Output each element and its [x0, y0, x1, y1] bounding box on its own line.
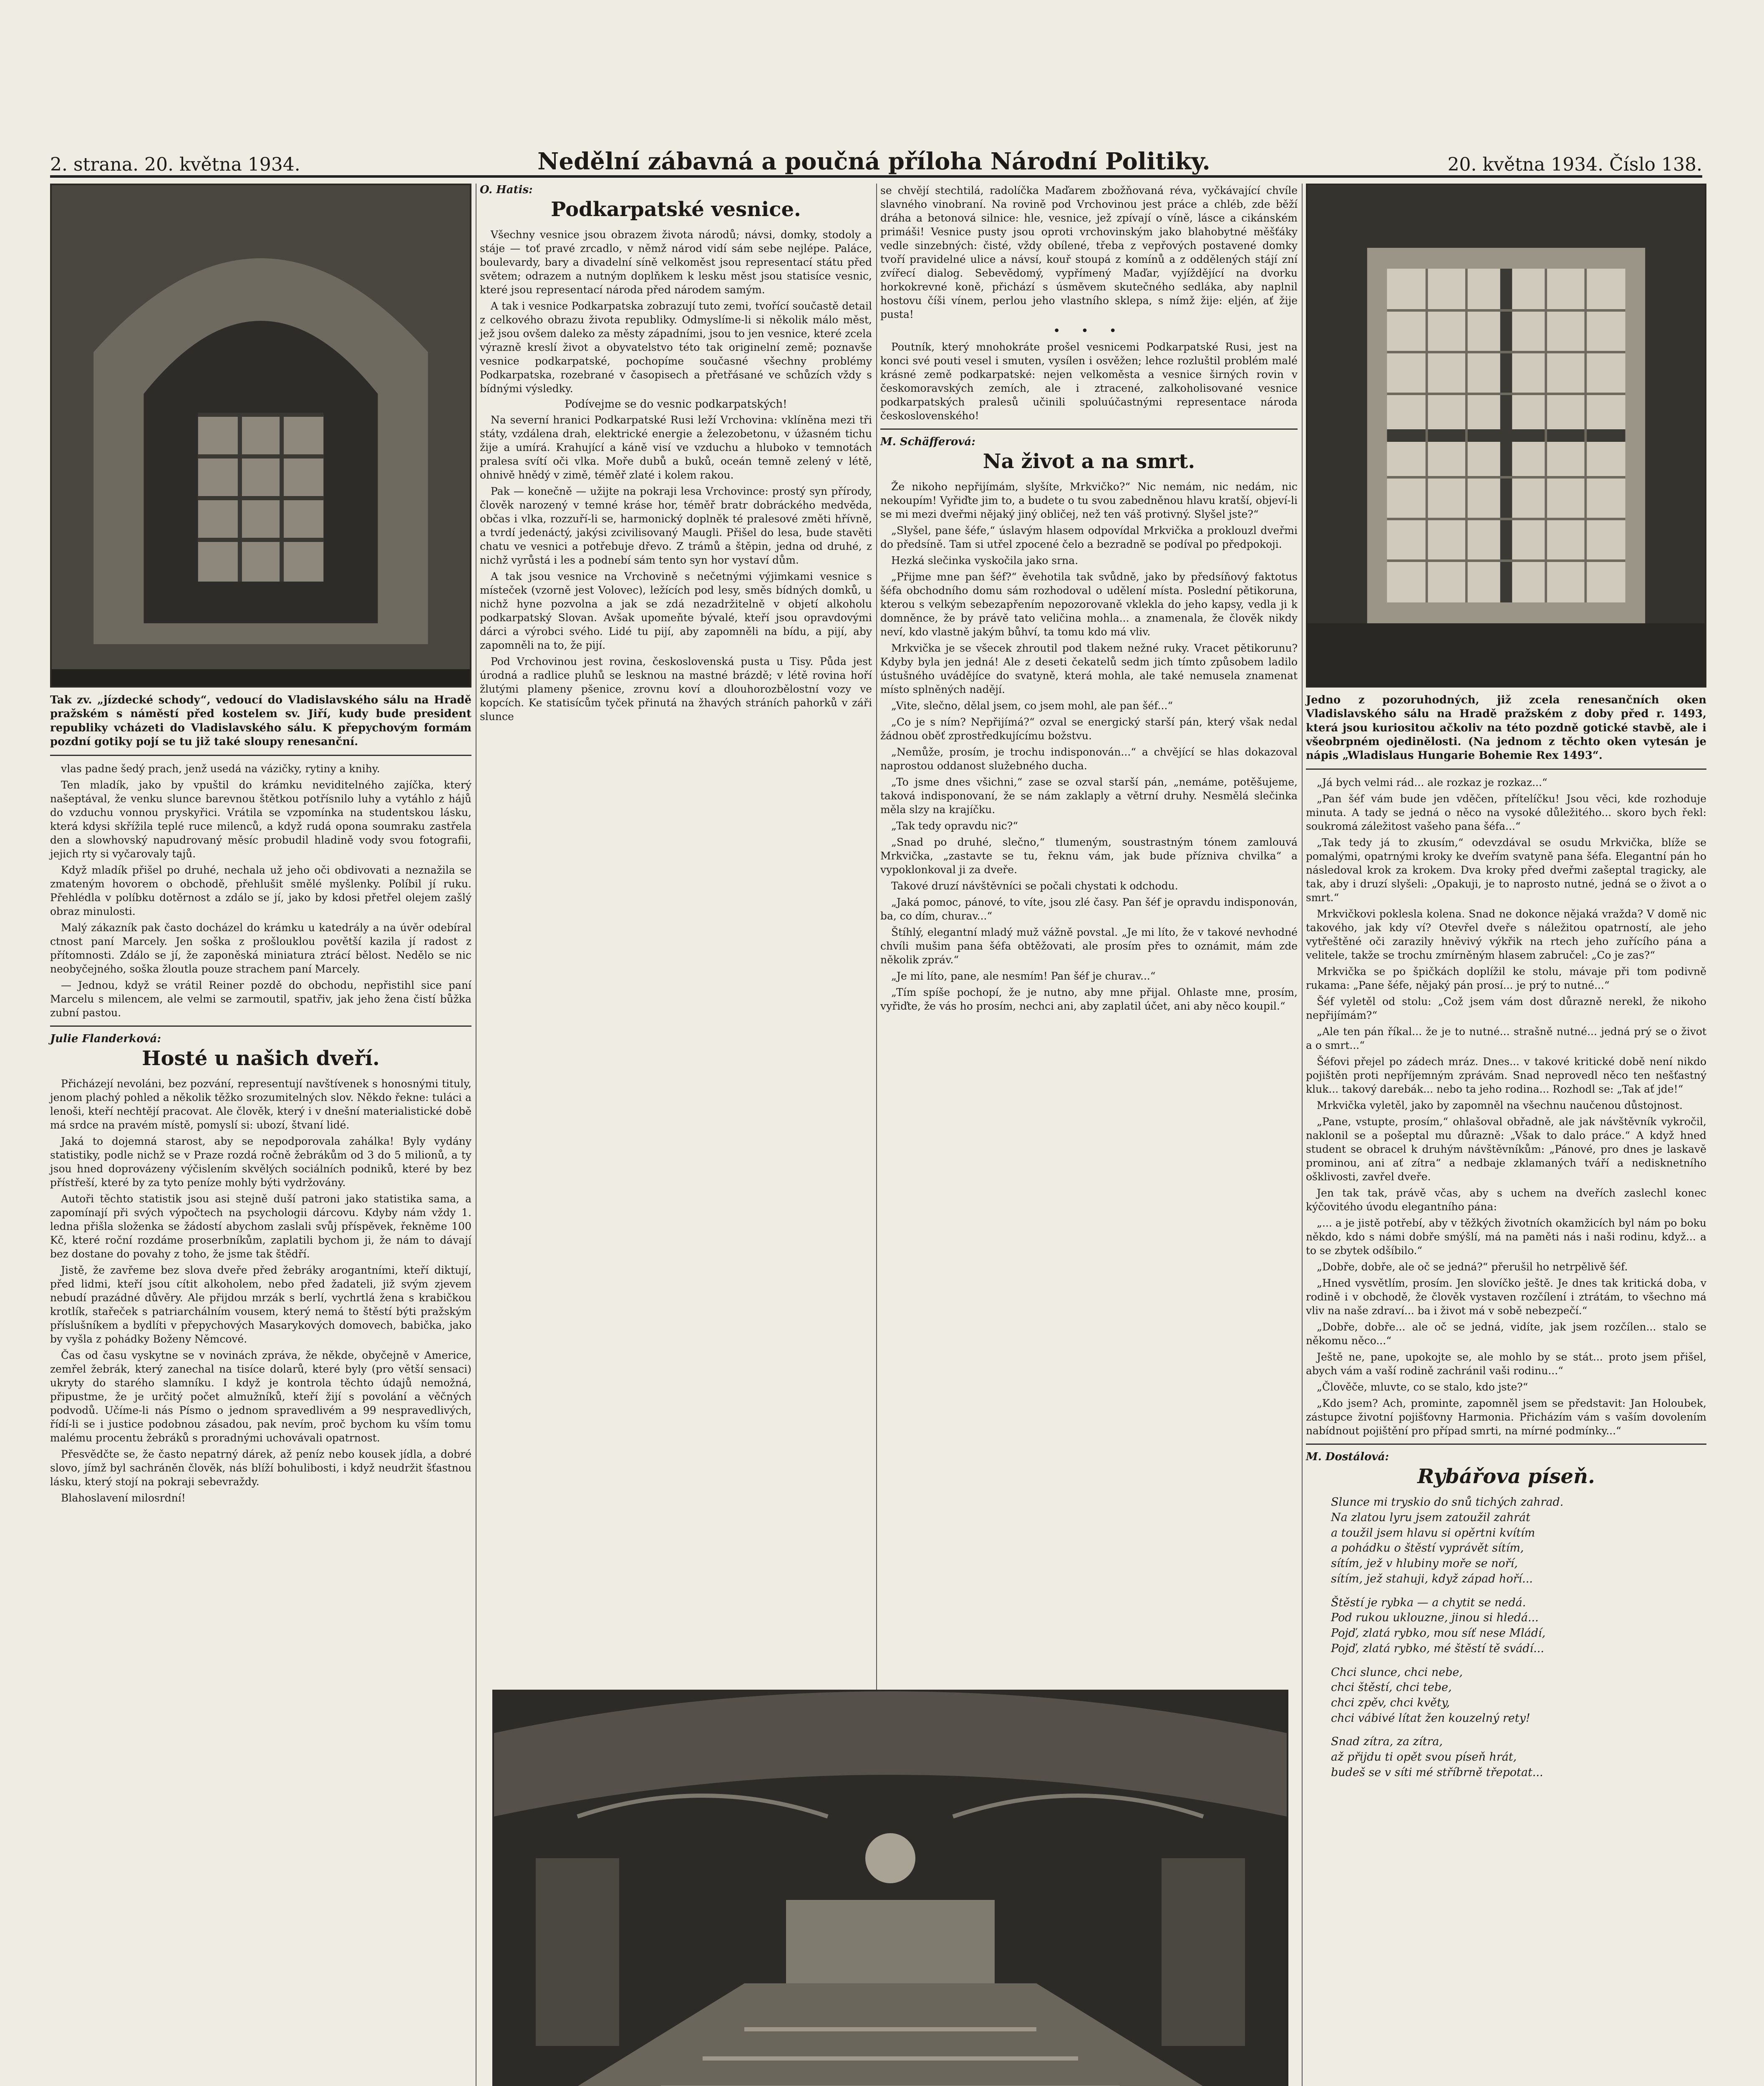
article-paragraph: Jistě, že zavřeme bez slova dveře před žebráky arogantními, kteří diktují, před lidmi, kteří jsou cítit alkoholem, nebo před žadateli, již svým zjevem nebudí prazádné důvěry. Ale přijdou mrzák s berlí, vychrtlá žena s krabičkou krotlík, stařeček s patriarchálním vousem, který nemá to štěstí býti pražským příslušníkem a bydlíti v přepychových Masarykových domovech, babička, jako by vyšla z pohádky Boženy Němcové. — [50, 1264, 471, 1345]
story-paragraph: „... a je jistě potřebí, aby v těžkých životních okamžicích byl nám po boku někdo, kdo s námi dobře smýšlí, má na paměti nás i naši rodinu, když... a to se zbytek odšíbilo.“ — [1306, 1217, 1706, 1257]
photo-caption: Jedno z pozoruhodných, již zcela renesančních oken Vladislavského sálu na Hradě pražském z doby před r. 1493, která jsou kuriositou ačkoliv na této pozdně gotické stavbě, ale i všeobrpném ojedinělosti. (Na jednom z těchto oken vytesán je nápis „Wladislaus Hungarie Bohemie Rex 1493“. — [1306, 694, 1706, 762]
article-paragraph: Přesvědčte se, že často nepatrný dárek, až peníz nebo kousek jídla, a dobré slovo, jímž byl sachráněn člověk, nás blíží bohulibosti, i když neudržit šťastnou lásku, který stojí na pokraji sebevraždy. — [50, 1448, 471, 1488]
article-paragraph: Přicházejí nevoláni, bez pozvání, representují navštívenek s honosnými tituly, jenom plachý pohled a několik těžko srozumitelných slov. Někdo řekne: tuláci a lenoši, kteří nechtějí pracovat. Ale člověk, který i v dnešní materialistické době má srdce na pravém místě, pomyslí si: ubozí, štvaní lidé. — [50, 1078, 471, 1131]
story-paragraph: — Jednou, když se vrátil Reiner pozdě do obchodu, nepřistihl sice paní Marcelu s milencem, ale velmi se zarmoutil, spatřiv, jak jeho žena čistí bůžka zubní pastou. — [50, 979, 471, 1019]
story-paragraph: Šéfovi přejel po zádech mráz. Dnes... v takové kritické době není nikdo pojištěn proti nepříjemným zprávám. Snad neprovedl něco ten nešťastný kluk... takový darebák... nebo ta jeho rodina... Rozhodl se: „Tak ať jde!“ — [1306, 1056, 1706, 1096]
divider — [1306, 768, 1706, 770]
story-paragraph: Mrkvičkovi poklesla kolena. Snad ne dokonce nějaká vražda? V domě nic takového, jak kdy ví? Otevřel dveře s náležitou opatrností, ale jeho vytřeštěné oči zarazily hněvivý výkřik na rtech jeho zuřícího pána a velitele, takže se trochu zmírněným hlasem zabručel: „Co je zas?“ — [1306, 908, 1706, 962]
story-paragraph: „Přijme mne pan šéf?“ ěvehotila tak svůdně, jako by předsíňový faktotus šéfa obchodního domu sám rozhodoval o udělení místa. Poslední pětikoruna, kterou s velkým sebezapřením nepozorovaně vklekla do jeho kapsy, vedla ji k domněnce, že by právě tato veličina mohla... a znamenala, že člověk nikdy neví, kdo vlastně jakým bůhví, ta tomu kdo má vliv. — [880, 571, 1298, 638]
photo-renaissance-window — [1306, 184, 1706, 688]
article-intro: Všechny vesnice jsou obrazem života národů; návsi, domky, stodoly a stáje — toť pravé zrcadlo, v němž národ vidí sám sebe nejlépe. Paláce, boulevardy, bary a divadelní síně velkoměst jsou representací státu před světem; odrazem a nutným doplňkem k lesku měst jsou statisíce vesnic, které jsou representací národa před národem samým. — [480, 229, 872, 296]
story-paragraph: Mrkvička vyletěl, jako by zapomněl na všechnu naučenou důstojnost. — [1317, 1099, 1683, 1112]
story-paragraph: „Pane, vstupte, prosím,“ ohlašoval obřadně, ale jak návštěvník vykročil, naklonil se a pošeptal mu důrazně: „Však to dalo práce.“ A když hned student se obracel k druhým návštěvníkům: „Pánové, pro dnes je laskavě prominou, ani ať zítra“ a nedbaje zklamaných tváří a nedisknetního ošklivosti, zavřel dveře. — [1306, 1116, 1706, 1183]
article-paragraph: Čas od času vyskytne se v novinách zpráva, že někde, obyčejně v Americe, zemřel žebrák, který zanechal na tisíce dolarů, které byly (pro větší sensaci) ukryty do starého slamníku. I když je kontrola těchto údajů nemožná, připustme, že je určitý počet almužníků, kteří žijí s povolání a věčných podvodů. Učíme-li nás Písmo o jednom spravedlivém a 99 nespravedlivých, řídí-li se i justice podobnou zásadou, pak nevím, proč bychom ku vším tomu malému procentu žebráků s proradnými uchovávali opatrnost. — [50, 1349, 471, 1444]
story-paragraph: Mrkvička je se všecek zhroutil pod tlakem nežné ruky. Vracet pětikorunu? Kdyby byla jen jedná! Ale z deseti čekatelů sedm jich tímto způsobem ladilo ústušného uvádějíce do svatyně, která mohla, ale také nemusela znamenat místo splněných nadějí. — [880, 642, 1298, 695]
story-paragraph: Šéf vyletěl od stolu: „Což jsem vám dost důrazně nerekl, že nikoho nepřijímám?“ — [1306, 995, 1706, 1022]
photo-riding-staircase — [50, 184, 471, 688]
poem-line: Pojď, zlatá rybko, mou síť nese Mládí, — [1331, 1627, 1546, 1640]
poem-line: Na zlatou lyru jsem zatoužil zahrát — [1331, 1511, 1530, 1524]
poem-line: sítím, jež v hlubiny moře se noří, — [1331, 1557, 1518, 1570]
article-byline: O. Hatis: — [480, 184, 533, 196]
article-title: Hosté u našich dveří. — [142, 1047, 380, 1071]
article-paragraph: Pod Vrchovinou jest rovina, československá pusta u Tisy. Půda jest úrodná a radlice pluhů se lesknou na mastné brázdě; v létě rovina hoří žlutými plameny pšenice, zrovnu koví a dlouhorozbělostní vozy ve kopcích. Ke statisícům tyček přinutá na žhavých stráních pahorků v záři slunce — [480, 655, 872, 723]
photo-caption: Tak zv. „jízdecké schody“, vedoucí do Vladislavského sálu na Hradě pražském s náměstí před kostelem sv. Jiří, kudy bude president republiky vcházeti do Vladislavského sálu. K přepychovým formám pozdní gotiky pojí se tu již také sloupy renesanční. — [50, 694, 471, 748]
article-continuation: se chvějí stechtilá, radolíčka Maďarem zbožňovaná réva, vyčkávající chvíle slavného vinobraní. Na rovině pod Vrchovinou jest práce a chléb, zde běží dráha a betonová silnice: hle, vesnice, jež zpívají o víně, lásce a cikánském primáši! Vesnice pusty jsou oproti vrchovinským jako blahobytné měšťáky vedle sinzebných: čisté, vždy obílené, třeba z vepřových postavené domky tvoří pravidelné ulice a návsí, kouř stoupá z komínů a z oddělených stájí zní zvířecí dialog. Sebevědomý, vypřímený Maďar, vyjíždějící na dvorku horkokrevné koně, přichází s úsměvem skutečného sedláka, aby naplnil hostovu číši vínem, perlou jeho vlastního sklepa, s nímž žije: eljén, ať žije pusta! — [880, 184, 1298, 320]
poem-line: Chci slunce, chci nebe, — [1331, 1665, 1463, 1679]
story-paragraph: Štíhlý, elegantní mladý muž vážně povstal. „Je mi líto, že v takové nevhodné chvíli mušim pana šéfa obtěžovati, ale prosím přes to oznámit, mám zde několik zpráv.“ — [880, 926, 1298, 966]
poem-line: Štěstí je rybka — a chytit se nedá. — [1331, 1596, 1526, 1609]
story-paragraph: Ten mladík, jako by vpuštil do krámku neviditelného zajíčka, který našeptával, že venku slunce barevnou štětkou potřísnilo luhy a vytáhlo z hájů do vzduchu vonnou pryskyřici. Vrátila se vzpomínka na studentskou lásku, která kdysi skřížila teplé ruce milenců, a když rudá opona soumraku zastřela den a slowhovský napudrovaný měsíc probudil hladině vody svou fotografii, jejich rty si vyčarovaly tajů. — [50, 779, 471, 860]
section-subhead: Podívejme se do vesnic podkarpatských! — [564, 398, 787, 411]
poem-line: Pojď, zlatá rybko, mé štěstí tě svádí... — [1331, 1642, 1544, 1655]
column-3 — [880, 184, 1298, 1015]
column-1 — [50, 184, 471, 1507]
story-paragraph: Ještě ne, pane, upokojte se, ale mohlo by se stát... proto jsem přišel, abych vám a vaší rodině zachránil vaši rodinu...“ — [1306, 1351, 1706, 1377]
story-paragraph: „Pan šéf vám bude jen vděčen, přítelíčku! Jsou věci, kde rozhoduje minuta. A tady se jedná o něco na vysoké důležitého... skoro bych řekl: soukromá záležitost vašeho pana šéfa...“ — [1306, 793, 1706, 833]
poem-line: Slunce mi tryskio do snů tichých zahrad. — [1331, 1496, 1564, 1509]
story-paragraph: Mrkvička se po špičkách doplížil ke stolu, mávaje při tom podivně rukama: „Pane šéfe, nějaký pán prosí... je prý to nutné...“ — [1306, 965, 1706, 992]
story-paragraph: „Tak tedy já to zkusím,“ odevzdával se osudu Mrkvička, blíže se pomalými, opatrnými kroky ke dveřím svatyně pana šéfa. Elegantní pán ho následoval krok za krokem. Dva kroky před dveřmi zašeptal tragicky, ale tak, aby i druzí slyšeli: „Opakuji, je to naprosto nutné, jedná se o život a o smrt.“ — [1306, 836, 1706, 904]
article-paragraph: A tak jsou vesnice na Vrchovině s nečetnými výjimkami vesnice s místeček (vzorně jest Volovec), ležících pod lesy, směs bídných domků, u nichž hyne pozvolna a jak se zdá nezadržitelně v objetí alkoholu podkarpatský Slovan. Avšak upomeňte bývalé, kteří jsou opravdovými dárci a výrobci svého. Lidé tu pijí, aby zapomněli na bídu, a pijí, aby zapomněli na to, že pijí. — [480, 570, 872, 651]
divider — [880, 428, 1298, 430]
banquet-engraving-image — [494, 1691, 1287, 2086]
divider — [50, 755, 471, 756]
article-title: Na život a na smrt. — [983, 450, 1195, 473]
article-closing: Poutník, který mnohokráte prošel vesnicemi Podkarpatské Rusi, jest na konci své pouti vesel i smuten, vysílen i osvěžen; lehce rozluštil problém malé krásné země podkarpatské: nejen velkoměsta a vesnice širných rovin v českomoravských zemích, ale i ztracené, zalkoholisované vesnice podkarpatských pralesů učinili spoluúčastnými representace národa československého! — [880, 341, 1298, 422]
poem-line: Pod rukou uklouzne, jinou si hledá... — [1331, 1611, 1539, 1625]
column-4 — [1306, 184, 1706, 1789]
story-paragraph: „Kdo jsem? Ach, prominte, zapomněl jsem se představit: Jan Holoubek, zástupce životní pojišťovny Harmonia. Přicházím vám s vaším dovolením nabídnout pojištění pro případ smrti, na mírné podmínky...“ — [1306, 1397, 1706, 1437]
staircase-image — [52, 185, 470, 686]
column-divider — [1302, 184, 1303, 2086]
story-paragraph: „Dobře, dobře... ale oč se jedná, vidíte, jak jsem rozčílen... stalo se někomu něco...“ — [1306, 1321, 1706, 1347]
story-paragraph: „Tím spíše pochopí, že je nutno, aby mne přijal. Ohlaste mne, prosím, vyřiďte, že vás ho prosím, nechci ani, aby zaplatil účet, ani aby něco koupil.“ — [880, 986, 1298, 1012]
article-title: Podkarpatské vesnice. — [551, 198, 801, 221]
poem-line: chci vábivé lítat žen kouzelný rety! — [1331, 1711, 1530, 1725]
poem-body — [1331, 1495, 1706, 1780]
poem-line: chci štěstí, chci tebe, — [1331, 1681, 1452, 1694]
poem-stanza — [1331, 1495, 1706, 1587]
page-header — [50, 138, 1702, 178]
story-paragraph: „Člověče, mluvte, co se stalo, kdo jste?“ — [1317, 1381, 1528, 1393]
article-paragraph: Blahoslavení milosrdní! — [61, 1492, 186, 1504]
poem-line: chci zpěv, chci květy, — [1331, 1696, 1450, 1709]
poem-title: Rybářova píseň. — [1417, 1465, 1595, 1489]
poem-stanza — [1331, 1734, 1706, 1780]
poem-byline: M. Dostálová: — [1306, 1451, 1389, 1464]
poem-line: Snad zítra, za zítra, — [1331, 1735, 1443, 1748]
column-2 — [480, 184, 872, 726]
page-number-date: 2. strana. 20. května 1934. — [50, 154, 300, 175]
story-paragraph: Takové druzí návštěvníci se počali chystati k odchodu. — [891, 880, 1178, 892]
story-paragraph: „Dobře, dobře, ale oč se jedná?“ přerušil ho netrpělivě šéf. — [1317, 1261, 1628, 1273]
poem-line: budeš se v síti mé stříbrně třepotat... — [1331, 1766, 1543, 1779]
story-paragraph: vlas padne šedý prach, jenž usedá na vázičky, rytiny a knihy. — [61, 763, 380, 775]
poem-line: a toužil jsem hlavu si opěrtni kvítím — [1331, 1526, 1535, 1539]
story-paragraph: „To jsme dnes všichni,“ zase se ozval starší pán, „nemáme, potěšujeme, taková indisponovaní, že se nám zaklaply a větrní druhy. Nesmělá slečinka měla slzy na krajíčku. — [880, 776, 1298, 816]
issue-date-number: 20. května 1934. Číslo 138. — [1447, 154, 1702, 175]
article-byline: M. Schäfferová: — [880, 436, 975, 448]
story-paragraph: „Vite, slečno, dělal jsem, co jsem mohl, ale pan šéf...“ — [891, 700, 1173, 712]
story-paragraph: „Hned vysvětlím, prosím. Jen slovíčko ještě. Je dnes tak kritická doba, v rodině i v obchodě, že člověk vystaven rozčílení i ztrátám, to všechno má vliv na naše zdraví... ba i život má v sobě nebezpečí.“ — [1306, 1277, 1706, 1317]
story-paragraph: Když mladík přišel po druhé, nechala už jeho oči obdivovati a neznažila se zmateným hovorem o obchodě, přehlušit smělé myšlenky. Políbil jí ruku. Přehlédla v políbku dotěrnost a zdálo se jí, jako by kdosi přetřel olejem zašlý obraz minulosti. — [50, 864, 471, 918]
story-paragraph: Že nikoho nepřijímám, slyšíte, Mrkvičko?“ Nic nemám, nic nedám, nic nekoupím! Vyřiďte jim to, a budete o tu svou zabedněnou hlavu kratší, objeví-li se mi mezi dveřmi nějaký jiný obličej, než ten váš protivný. Slyšel jste?“ — [880, 481, 1298, 520]
story-paragraph: „Já bych velmi rád... ale rozkaz je rozkaz...“ — [1317, 776, 1547, 789]
window-image — [1308, 185, 1705, 686]
article-paragraph: Na severní hranici Podkarpatské Rusi leží Vrchovina: vklíněna mezi tři státy, vzdálena drah, elektrické energie a železobetonu, v úžasném tichu žije a umírá. Krahující a káně visí ve vzduchu a hluboko v temnotách pralesa svítí oči vlka. Moře dubů a buků, oceán temně zelený v létě, ohnivě hnědý v zimě, téměř zlaté i kolem rakou. — [480, 414, 872, 481]
poem-line: sítím, jež stahuji, když západ hoří... — [1331, 1572, 1533, 1585]
article-byline: Julie Flanderková: — [50, 1033, 161, 1046]
story-paragraph: „Je mi líto, pane, ale nesmím! Pan šéf je churav...“ — [891, 970, 1156, 982]
story-paragraph: „Jaká pomoc, pánové, to víte, jsou zlé časy. Pan šéf je opravdu indisponován, ba, co dím, churav...“ — [880, 896, 1298, 922]
poem-stanza — [1331, 1595, 1706, 1657]
poem-line: až přijdu ti opět svou píseň hrát, — [1331, 1751, 1517, 1764]
story-paragraph: „Tak tedy opravdu nic?“ — [891, 820, 1018, 832]
article-paragraph: A tak i vesnice Podkarpatska zobrazují tuto zemi, tvořící součastě detail z celkového obrazu života republiky. Odmyslíme-li si několik málo měst, jež jsou ovšem daleko za městy západními, jsou to jen vesnice, které zcela výrazně kreslí život a obyvatelstvo této tak originelní země; poznavše vesnice podkarpatské, pochopíme současné všechny problémy Podkarpatska, rozebrané v časopisech a přetřásané ve schůzích vždy s bídnými výsledky. — [480, 300, 872, 395]
story-paragraph: „Nemůže, prosím, je trochu indisponován...“ a chvějící se hlas dokazoval naprostou oddanost služebného ducha. — [880, 746, 1298, 772]
article-paragraph: Pak — konečně — užijte na pokraji lesa Vrchovince: prostý syn přírody, člověk narozený v temné kráse hor, téměř bratr dobráckého medvěda, občas i vlka, rozzuří-li se, harmonický doplněk té pralesové změti hřívně, a tvrdí jedenáctý, jakýsi zcivilisovaný Maugli. Přišel do lesa, bude stavěti chatu ve vesnici a potřebuje dřevo. Z trámů a štěpin, jedna od druhé, z nichž vyrůstá i les a podnebí sám tento syn hor vystaví dům. — [480, 485, 872, 566]
story-paragraph: Hezká slečinka vyskočila jako srna. — [891, 554, 1079, 567]
section-dots: • • • — [1053, 324, 1125, 338]
story-paragraph: „Ale ten pán říkal... že je to nutné... strašně nutné... jedná prý se o život a o smrt...“ — [1306, 1025, 1706, 1052]
story-paragraph: Malý zákazník pak často docházel do krámku u katedrály a na úvěr odebíral ctnost paní Marcely. Jen soška z prošlouklou povětší kazila jí radost z přítomnosti. Zdálo se jí, že zaponěská miniatura ztrácí bělost. Nedělo se nic neobyčejného, soška žloutla pouze strachem paní Marcely. — [50, 922, 471, 975]
divider — [1306, 1444, 1706, 1445]
poem-line: a pohádku o štěstí vyprávět sítím, — [1331, 1542, 1524, 1555]
story-paragraph: „Co je s ním? Nepřijímá?“ ozval se energický starší pán, který však nedal žádnou oběť zprostředkujícímu božstvu. — [880, 716, 1298, 742]
story-paragraph: Jen tak tak, právě včas, aby s uchem na dveřích zaslechl konec kýčovitého úvodu elegantního pána: — [1306, 1187, 1706, 1213]
photo-coronation-banquet — [492, 1690, 1288, 2086]
story-paragraph: „Snad po druhé, slečno,“ tlumeným, soustrastným tónem zamlouvá Mrkvička, „zastavte se tu, řeknu vám, jak bude přízniva chvilka“ a vypoklonkoval ji za dveře. — [880, 836, 1298, 876]
divider — [50, 1025, 471, 1027]
poem-stanza — [1331, 1665, 1706, 1726]
story-paragraph: „Slyšel, pane šéfe,“ úslavým hlasem odpovídal Mrkvička a proklouzl dveřmi do předsíně. Tam si utřel zpocené čelo a bezradně se podíval po předpokoji. — [880, 524, 1298, 550]
masthead-title: Nedělní zábavná a poučná příloha Národní Politiky. — [537, 148, 1210, 175]
article-paragraph: Jaká to dojemná starost, aby se nepodporovala zahálka! Byly vydány statistiky, podle nichž se v Praze rozdá ročně žebrákům od 3 do 5 milionů, a ty jsou hned doprovázeny výčislením skvělých sociálních podniků, které by bez přístřeší, které by za tyto peníze mohly býti vydržovány. — [50, 1135, 471, 1189]
article-paragraph: Autoři těchto statistik jsou asi stejně duší patroni jako statistika sama, a zapomínají při svých výpočtech na psychologii dárcovu. Kdyby nám vždy 1. ledna přišla složenka se žádostí abychom zaslali svůj příspěvek, řekněme 100 Kč, které roční rozdáme proserbníkům, zaplatili bychom ji, že nám to dávají bez dostane do povahy z toho, že jsme tak štědří. — [50, 1193, 471, 1260]
